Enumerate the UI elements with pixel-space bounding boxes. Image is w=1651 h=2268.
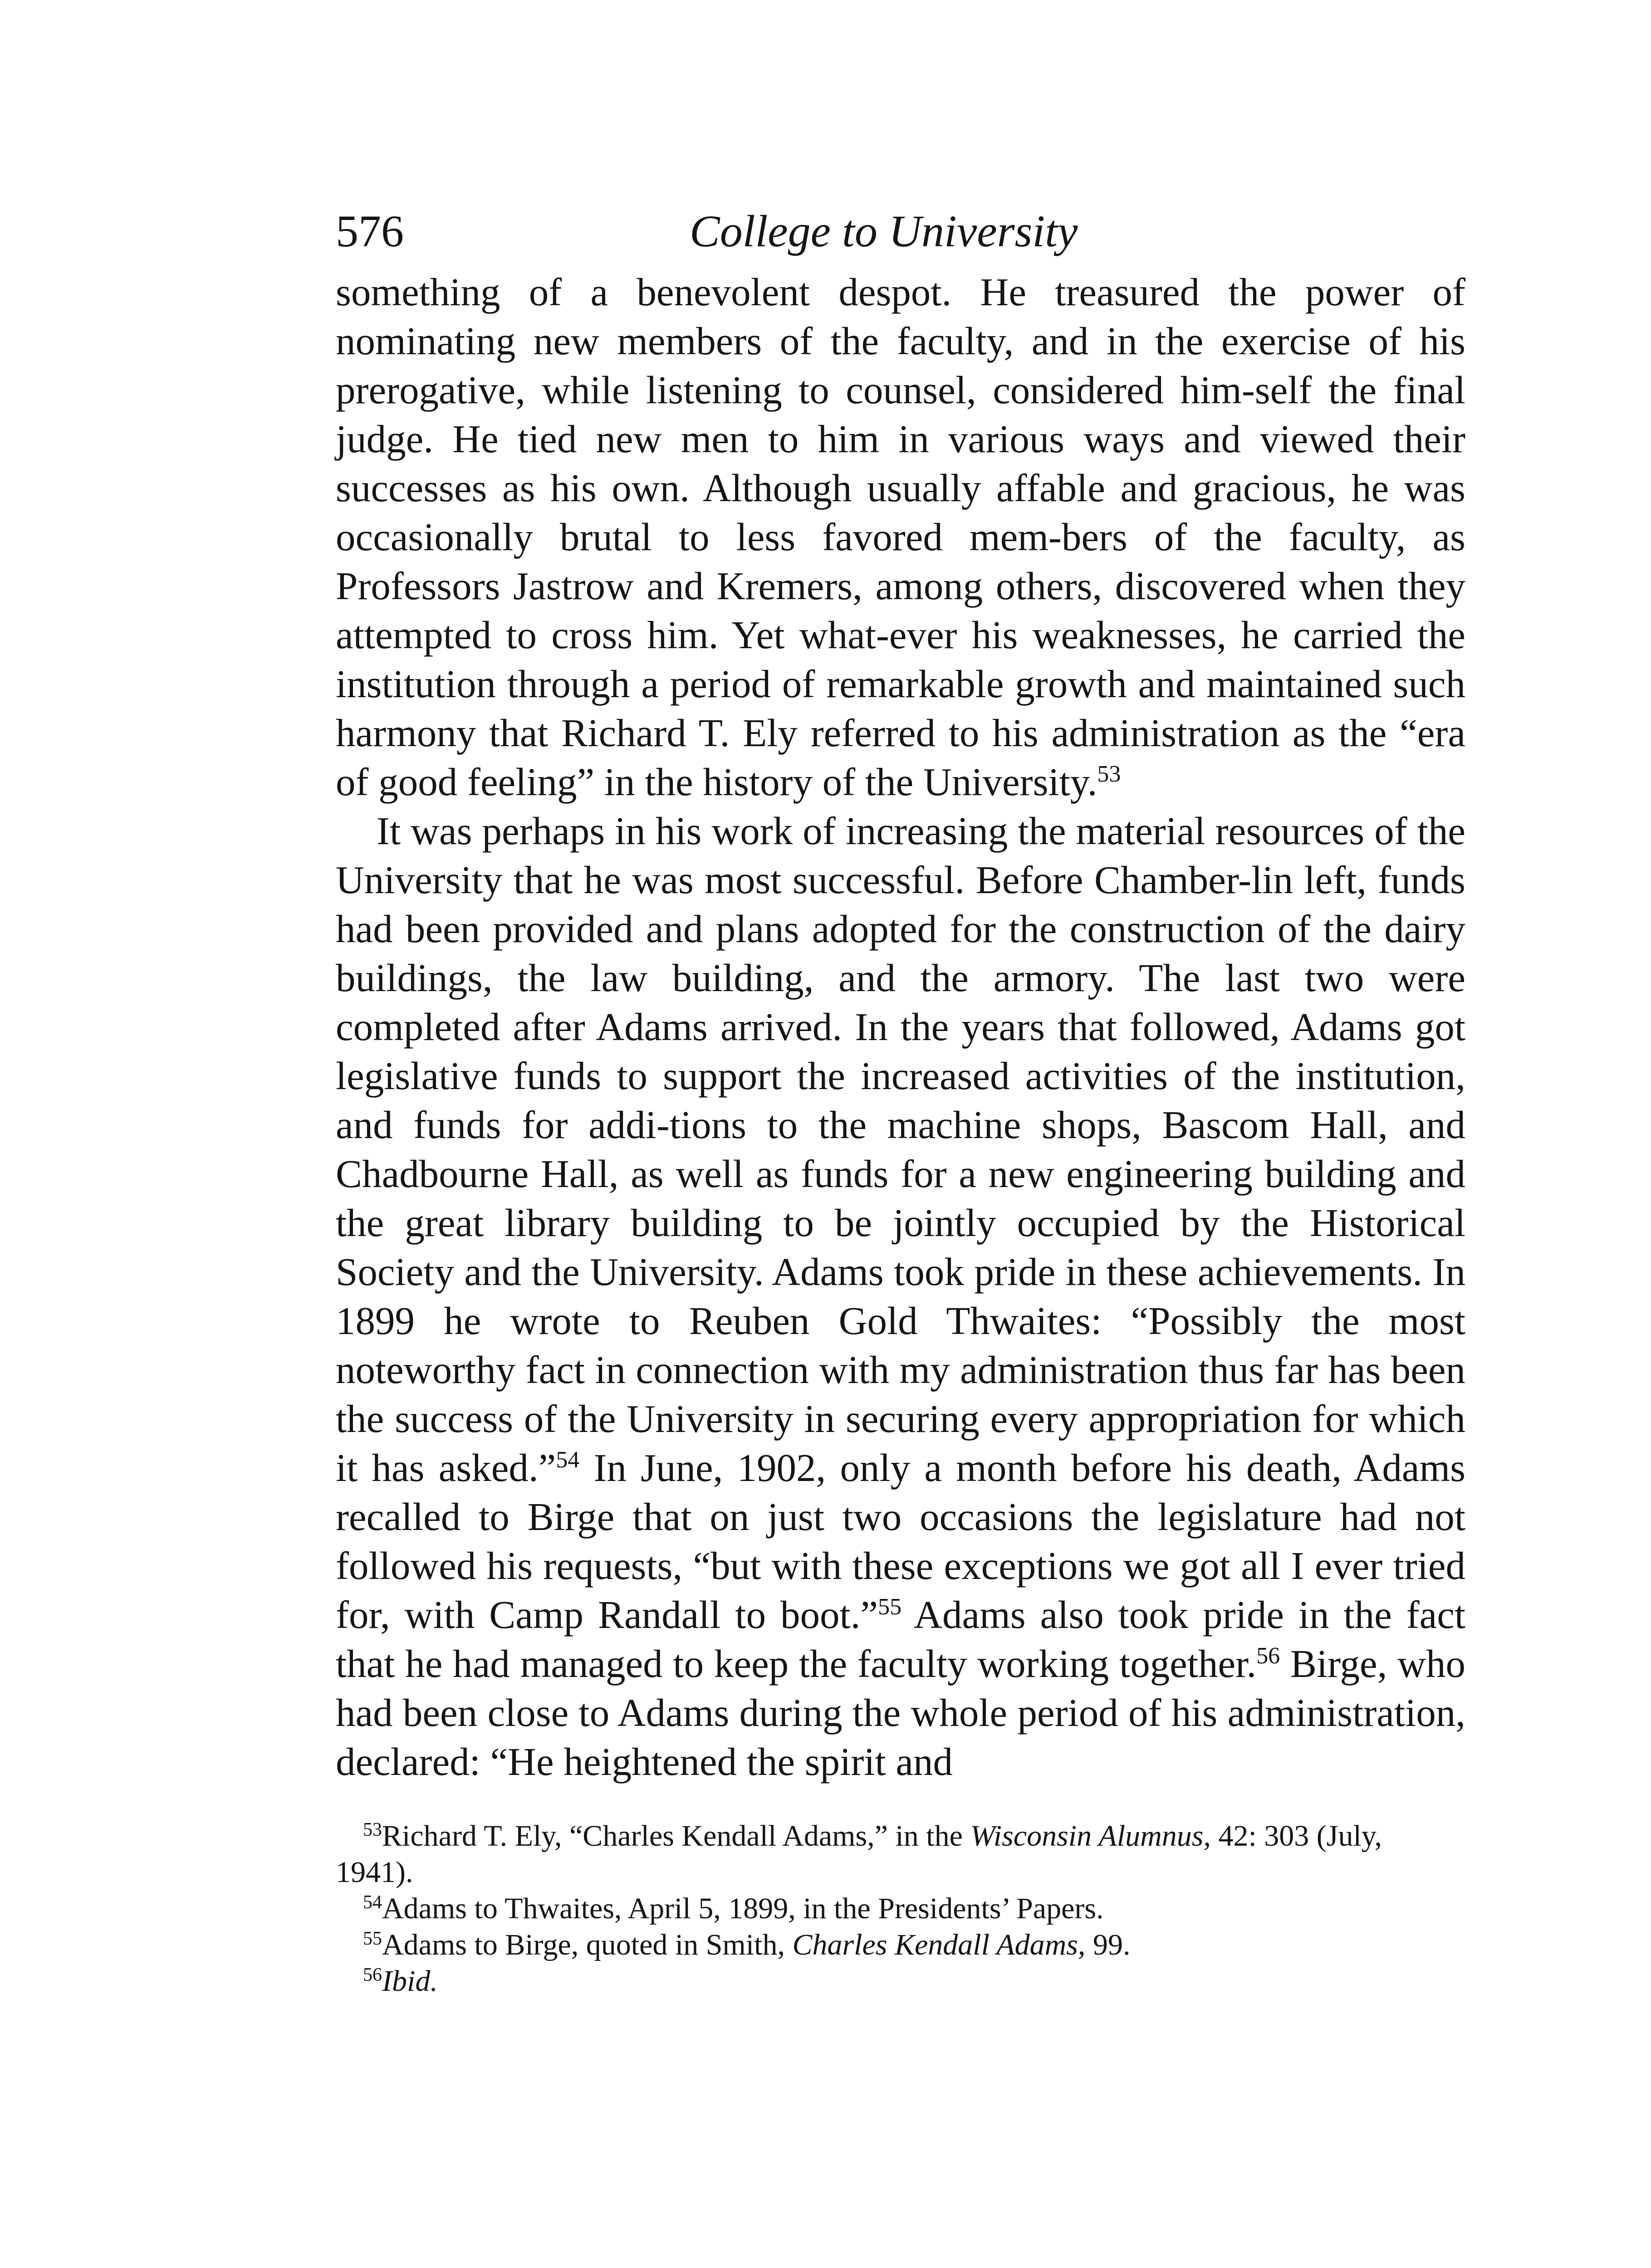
footnote-text: 42: 303 (July, 1941). [336, 1819, 1382, 1889]
footnote-italic: Ibid. [382, 1965, 438, 1998]
running-title: College to University [690, 206, 1078, 256]
footnote-reference: 54 [556, 1447, 580, 1473]
paragraph-1 [336, 268, 1465, 807]
footnote-55 [336, 1927, 1465, 1963]
footnote-text: 99. [1085, 1928, 1131, 1961]
paragraph-text: Birge, who had been close to Adams during the whole period of his administration, declared: “He heightened the spirit and [336, 1642, 1466, 1784]
footnote-text: Richard T. Ely, “Charles Kendall Adams,” in the [382, 1819, 970, 1853]
paragraph-2 [336, 807, 1465, 1786]
footnote-italic: Charles Kendall Adams, [792, 1928, 1086, 1961]
footnote-number: 56 [363, 1965, 382, 1985]
paragraph-text: In June, 1902, only a month before his death, Adams recalled to Birge that on just two occasions the legislature had not followed his requests, “but with these exceptions we got all I ever tried for, with Camp Randall to boot.” [336, 1446, 1465, 1637]
footnote-56 [336, 1963, 1465, 1999]
footnotes [336, 1818, 1465, 1999]
footnote-reference: 56 [1256, 1643, 1280, 1669]
paragraph-text: something of a benevolent despot. He treasured the power of nominating new members of the faculty, and in the exercise of his prerogative, while listening to counsel, considered him-self the final judge. He tied new men to him in various ways and viewed their successes as his own. Although usually affable and gracious, he was occasionally brutal to less favored mem-bers of the faculty, as Professors Jastrow and Kremers, among others, discovered when they attempted to cross him. Yet what-ever his weaknesses, he carried the institution through a period of remarkable growth and maintained such harmony that Richard T. Ely referred to his administration as the “era of good feeling” in the history of the University. [336, 270, 1465, 804]
footnote-number: 54 [363, 1892, 382, 1913]
footnote-54 [336, 1891, 1465, 1927]
book-page [336, 195, 1465, 1999]
footnote-italic: Wisconsin Alumnus, [970, 1819, 1211, 1853]
paragraph-text: Adams also took pride in the fact that he had managed to keep the faculty working together. [336, 1593, 1465, 1686]
footnote-reference: 53 [1097, 761, 1121, 787]
footnote-number: 55 [363, 1928, 382, 1949]
footnote-number: 53 [363, 1819, 382, 1840]
paragraph-text: It was perhaps in his work of increasing the material resources of the University that he was most successful. Before Chamber-lin left, funds had been provided and plans adopted for the construction of the dairy buildings, the law building, and the armory. The last two were completed after Adams arrived. In the years that followed, Adams got legislative funds to support the increased activities of the institution, and funds for addi-tions to the machine shops, Bascom Hall, and Chadbourne Hall, as well as funds for a new engineering building and the great library building to be jointly occupied by the Historical Society and the University. Adams took pride in these achievements. In 1899 he wrote to Reuben Gold Thwaites: “Possibly the most noteworthy fact in connection with my administration thus far has been the success of the University in securing every appropriation for which it has asked.” [336, 809, 1465, 1490]
page-number: 576 [336, 206, 404, 256]
footnote-53 [336, 1818, 1465, 1891]
footnote-reference: 55 [878, 1594, 902, 1620]
body-text [336, 268, 1465, 1786]
running-head [336, 195, 1465, 268]
footnote-text: Adams to Birge, quoted in Smith, [382, 1928, 793, 1961]
footnote-text: Adams to Thwaites, April 5, 1899, in the Presidents’ Papers. [382, 1892, 1104, 1925]
